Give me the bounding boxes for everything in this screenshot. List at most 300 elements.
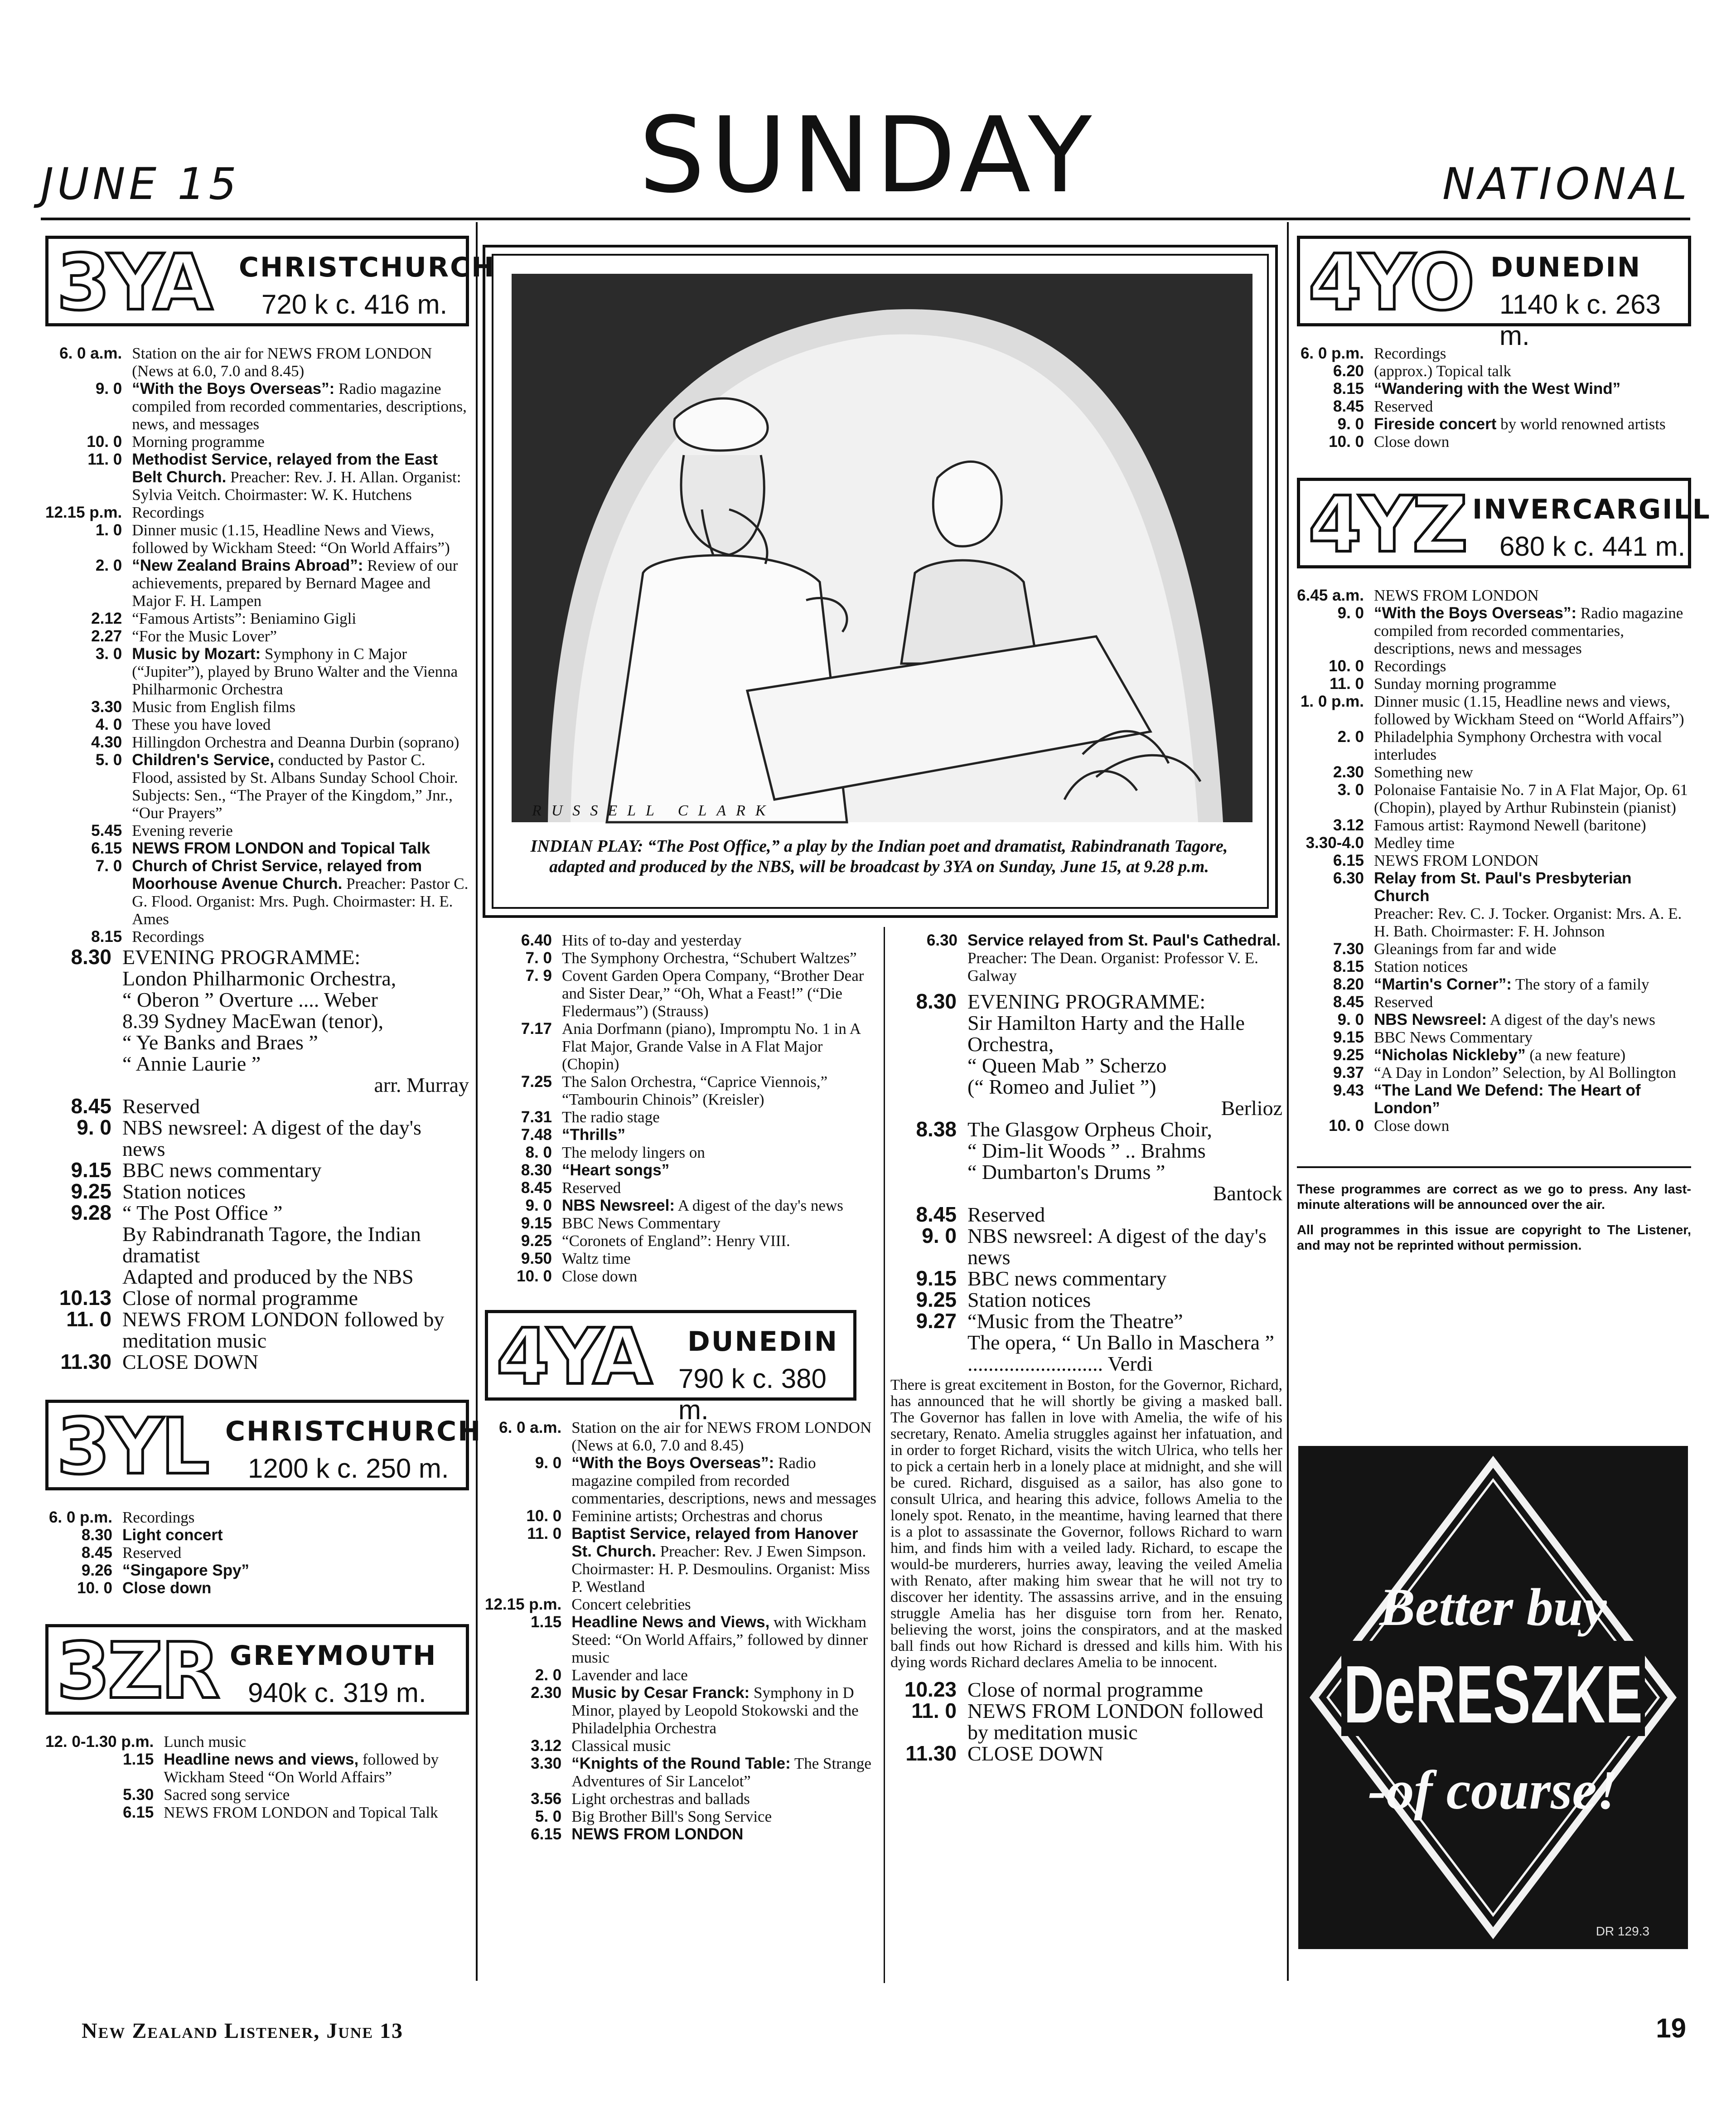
- programme-description: Reserved: [122, 1095, 200, 1118]
- publication-footer: New Zealand Listener, June 13: [82, 2019, 404, 2043]
- programme-row: [45, 521, 469, 557]
- programme-time: 5.30: [123, 1786, 154, 1804]
- programme-description: NEWS FROM LONDON: [1374, 852, 1539, 869]
- programme-description: “Famous Artists”: Beniamino Gigli: [132, 610, 357, 627]
- programme-row: [485, 1197, 879, 1214]
- programme-details: [1374, 604, 1691, 657]
- programme-title-bold: NBS Newsreel:: [1374, 1011, 1487, 1028]
- programme-time: 2. 0: [1337, 728, 1364, 746]
- programme-row: [890, 1700, 1282, 1743]
- schedule-3zr: [45, 1733, 469, 1821]
- programme-details: [562, 931, 879, 949]
- programme-row: [485, 1684, 879, 1737]
- programme-details: [132, 451, 469, 504]
- programme-time: 11. 0: [66, 1307, 111, 1331]
- programme-description: BBC news commentary: [122, 1159, 322, 1182]
- programme-row: [45, 380, 469, 433]
- programme-details: [1374, 398, 1691, 415]
- programme-title-bold: “With the Boys Overseas”:: [132, 380, 335, 398]
- column-rule-1: [476, 222, 478, 1981]
- programme-details: [967, 1310, 1282, 1374]
- programme-row: [45, 1159, 469, 1181]
- programme-time: 9.27: [916, 1309, 957, 1333]
- programme-time: 8.15: [91, 928, 122, 946]
- programme-time: 8.30: [71, 945, 111, 969]
- composer-credit: Bantock: [1213, 1182, 1282, 1205]
- programme-row: [45, 1351, 469, 1373]
- programme-description: Preacher: The Dean. Organist: Professor V. E. Galway: [967, 949, 1258, 985]
- programme-time: 1.15: [531, 1613, 562, 1631]
- programme-details: [132, 716, 469, 733]
- programme-time: 9.25: [71, 1179, 111, 1203]
- programme-time: 7.17: [521, 1020, 552, 1038]
- programme-time: 8.45: [1333, 993, 1364, 1011]
- programme-details: [1374, 1064, 1691, 1082]
- programme-details: [1374, 834, 1691, 852]
- schedule-4ya: [485, 1419, 879, 1843]
- programme-description: Feminine artists; Orchestras and chorus: [571, 1507, 823, 1525]
- column-rule-mid: [884, 927, 885, 1983]
- programme-description: Preacher: Pastor C. G. Flood. Organist: Mrs. Pugh. Choirmaster: H. E. Ames: [132, 875, 469, 928]
- programme-time: 3.12: [1333, 816, 1364, 834]
- programme-time: 9. 0: [95, 380, 122, 398]
- programme-description: Recordings: [132, 928, 204, 946]
- programme-row: [45, 839, 469, 857]
- programme-row: [485, 1179, 879, 1197]
- programme-description: These you have loved: [132, 716, 271, 733]
- programme-row: [485, 1666, 879, 1684]
- programme-details: [571, 1737, 879, 1755]
- programme-title-bold: Music by Mozart:: [132, 645, 261, 663]
- programme-description: Morning programme: [132, 433, 265, 451]
- programme-row: [1297, 1011, 1691, 1028]
- programme-time: 9.26: [81, 1562, 112, 1579]
- programme-description: Covent Garden Opera Company, “Brother Dear and Sister Dear,” “Oh, What a Feast!” (“Die Fledermaus”) (Strauss): [562, 967, 864, 1020]
- programme-description: Preacher: Rev. J Ewen Simpson. Choirmaster: H. P. Desmoulins. Organist: Miss P. Westland: [571, 1542, 870, 1596]
- column-3ya: [45, 236, 496, 1981]
- programme-description: Concert celebrities: [571, 1596, 691, 1613]
- programme-time: 9. 0: [1337, 604, 1364, 622]
- station-city: DUNEDIN: [687, 1326, 839, 1358]
- programme-row: [890, 991, 1282, 1119]
- programme-title-bold: Headline news and views,: [164, 1751, 359, 1768]
- programme-details: [1374, 763, 1691, 781]
- programme-description: NEWS FROM LONDON followed by meditation music: [967, 1699, 1263, 1744]
- programme-details: [132, 521, 469, 557]
- programme-row: [45, 645, 469, 698]
- programme-details: [562, 1214, 879, 1232]
- programme-description: The radio stage: [562, 1108, 660, 1126]
- programme-description: followed by Wickham Steed “On World Affairs”: [164, 1751, 439, 1786]
- illustration-inner-border: [492, 254, 1269, 909]
- advert-artwork: [1298, 1446, 1688, 1949]
- programme-details: [132, 433, 469, 451]
- programme-details: [562, 1161, 879, 1179]
- programme-title-bold: “Martin's Corner”:: [1374, 975, 1512, 993]
- programme-row: [485, 1214, 879, 1232]
- programme-time: 9.15: [1333, 1028, 1364, 1046]
- programme-row: [1297, 993, 1691, 1011]
- programme-description: Close down: [1374, 1117, 1450, 1135]
- programme-details: [1374, 869, 1691, 940]
- programme-time: 2.30: [531, 1684, 562, 1702]
- programme-title-bold: Fireside concert: [1374, 415, 1497, 433]
- programme-title-bold: “The Land We Defend: The Heart of London”: [1374, 1082, 1641, 1117]
- programme-details: [562, 1250, 879, 1267]
- evening-programme-3ya: [45, 946, 469, 1373]
- programme-time: 1.15: [123, 1751, 154, 1768]
- programme-time: 9. 0: [922, 1224, 957, 1247]
- artist-signature: RUSSELL CLARK: [532, 802, 776, 819]
- opera-synopsis: There is great excitement in Boston, for the Governor, Richard, has announced that he will shortly be giving a masked ball. The Governor has fallen in love with Amelia, the wife of his secretary, Renato. Amelia struggles against her infatuation, and in order to forget Richard, visits the witch Ulrica, who tells her to pick a certain herb in a lonely place at midnight, and she will be cured. Richard, disguised as a sailor, has also gone to consult Ulrica, and hearing this advice, follows Amelia to the lonely spot. Renato, in the meantime, having learned that there is a plot to assassinate the Governor, follows Richard to warn him, and finds him with a veiled lady. Richard, to escape the would-be murderers, hurries away, leaving the veiled Amelia with Renato, after making him swear that he will not try to discover her identity. The assassins arrive, and in the ensuing struggle Amelia has her disguise torn from her. Renato, believing the worst, joins the conspirators, and at the masked ball finds out how Richard is dressed and kills him. With his dying words Richard declares Amelia to be innocent.: [890, 1377, 1282, 1671]
- programme-description: Ania Dorfmann (piano), Impromptu No. 1 in A Flat Major, Grande Valse in A Flat Major (Chopin): [562, 1020, 861, 1073]
- programme-details: [1374, 1028, 1691, 1046]
- programme-details: [122, 1287, 469, 1309]
- programme-description: “Music from the Theatre” The opera, “ Un Ballo in Maschera ” .......................... Verdi: [967, 1310, 1274, 1375]
- programme-details: [571, 1454, 879, 1507]
- programme-details: [132, 557, 469, 610]
- column-3: [890, 931, 1282, 1981]
- programme-row: [1297, 1028, 1691, 1046]
- programme-details: [132, 698, 469, 716]
- programme-description: EVENING PROGRAMME: Sir Hamilton Harty and the Halle Orchestra, “ Queen Mab ” Scherzo (“ Romeo and Juliet ”): [967, 990, 1245, 1098]
- programme-description: “For the Music Lover”: [132, 627, 277, 645]
- programme-details: [122, 1544, 469, 1562]
- programme-time: 7. 0: [95, 857, 122, 875]
- programme-row: [1297, 940, 1691, 958]
- call-sign: 4YZ: [1308, 480, 1465, 570]
- programme-row: [485, 1020, 879, 1073]
- programme-details: [967, 1268, 1282, 1289]
- station-city: INVERCARGILL: [1472, 494, 1711, 525]
- station-logo-4yo: [1297, 236, 1691, 351]
- programme-description: Medley time: [1374, 834, 1455, 852]
- programme-time: 9.25: [1333, 1046, 1364, 1064]
- programme-description: Symphony in C Major (“Jupiter”), played by Bruno Walter and the Vienna Philharmonic Orchestra: [132, 645, 458, 698]
- programme-row: [1297, 1082, 1691, 1117]
- programme-description: The Glasgow Orpheus Choir, “ Dim-lit Woods ” .. Brahms “ Dumbarton's Drums ”: [967, 1118, 1212, 1183]
- programme-time: 3.30: [91, 698, 122, 716]
- programme-details: [571, 1825, 879, 1843]
- composer-credit: Berlioz: [1221, 1096, 1282, 1120]
- programme-description: Recordings: [1374, 657, 1446, 675]
- programme-time: 10. 0: [517, 1267, 552, 1285]
- programme-details: [562, 1126, 879, 1144]
- programme-time: 3.30-4.0: [1306, 834, 1364, 852]
- programme-description: Close of normal programme: [122, 1286, 358, 1310]
- programme-description: with Wickham Steed: “On World Affairs,” followed by dinner music: [571, 1613, 868, 1666]
- programme-details: [122, 1508, 469, 1526]
- programme-description: (approx.) Topical talk: [1374, 362, 1512, 380]
- programme-row: [1297, 657, 1691, 675]
- programme-notice: These programmes are correct as we go to press. Any last-minute alterations will be announced over the air.: [1297, 1182, 1691, 1212]
- programme-details: [571, 1596, 879, 1613]
- advert-line-1: Better buy: [1379, 1577, 1607, 1637]
- programme-row: [485, 1126, 879, 1144]
- programme-title-bold: NEWS FROM LONDON and Topical Talk: [132, 839, 430, 857]
- station-frequency: 720 k c. 416 m.: [261, 289, 448, 320]
- programme-details: [571, 1790, 879, 1808]
- programme-details: [562, 1232, 879, 1250]
- programme-time: 3.30: [531, 1755, 562, 1772]
- programme-description: The Strange Adventures of Sir Lancelot”: [571, 1755, 871, 1790]
- programme-details: [132, 928, 469, 946]
- programme-description: Light orchestras and ballads: [571, 1790, 750, 1808]
- programme-row: [45, 751, 469, 822]
- programme-row: [485, 1525, 879, 1596]
- programme-time: 6.15: [123, 1804, 154, 1821]
- evening-programme-4ya: [890, 991, 1282, 1374]
- programme-time: 6. 0 a.m.: [59, 344, 122, 362]
- programme-details: [1374, 993, 1691, 1011]
- programme-time: 8.30: [521, 1161, 552, 1179]
- programme-details: [1374, 362, 1691, 380]
- programme-row: [45, 716, 469, 733]
- schedule-4yz: [1297, 587, 1691, 1135]
- programme-details: [122, 1309, 469, 1351]
- schedule-3yl: [45, 1508, 469, 1597]
- programme-details: [122, 1579, 469, 1597]
- programme-title-bold: Service relayed from St. Paul's Cathedral.: [967, 931, 1281, 949]
- programme-title-bold: “Heart songs”: [562, 1161, 670, 1179]
- programme-row: [45, 557, 469, 610]
- programme-time: 1. 0: [95, 521, 122, 539]
- programme-details: [562, 1197, 879, 1214]
- programme-description: Preacher: Rev. C. J. Tocker. Organist: Mrs. A. E. H. Bath. Choirmaster: F. H. Johnson: [1374, 905, 1682, 940]
- programme-description: Sunday morning programme: [1374, 675, 1557, 693]
- copyright-notice: All programmes in this issue are copyright to The Listener, and may not be reprinted without permission.: [1297, 1223, 1691, 1253]
- programme-details: [1374, 1117, 1691, 1135]
- programme-time: 7. 9: [525, 967, 552, 985]
- programme-details: [1374, 380, 1691, 398]
- programme-details: [164, 1786, 469, 1804]
- programme-details: [967, 1289, 1282, 1310]
- programme-time: 9.15: [521, 1214, 552, 1232]
- programme-row: [485, 1808, 879, 1825]
- programme-description: BBC News Commentary: [1374, 1028, 1533, 1046]
- programme-time: 6. 0 p.m.: [48, 1508, 112, 1526]
- programme-details: [571, 1755, 879, 1790]
- programme-details: [1374, 587, 1691, 604]
- programme-row: [485, 1161, 879, 1179]
- programme-time: 7.48: [521, 1126, 552, 1144]
- header-rule: [41, 218, 1690, 220]
- programme-description: Close of normal programme: [967, 1678, 1203, 1701]
- programme-description: (a new feature): [1525, 1046, 1626, 1064]
- programme-description: Famous artist: Raymond Newell (baritone): [1374, 816, 1646, 834]
- programme-details: [132, 822, 469, 839]
- programme-time: 5. 0: [95, 751, 122, 769]
- programme-time: 10.23: [904, 1678, 957, 1701]
- programme-details: [122, 1202, 469, 1287]
- programme-row: [45, 928, 469, 946]
- programme-description: EVENING PROGRAMME: London Philharmonic Orchestra, “ Oberon ” Overture .... Weber 8.39 Sydney MacEwan (tenor), “ Ye Banks and Braes ” “ Annie Laurie ”: [122, 946, 397, 1075]
- programme-description: NEWS FROM LONDON: [1374, 587, 1539, 604]
- programme-row: [1297, 398, 1691, 415]
- programme-title-bold: Baptist Service, relayed from Hanover St. Church.: [571, 1525, 858, 1560]
- programme-row: [890, 1204, 1282, 1225]
- programme-time: 2.12: [91, 610, 122, 627]
- programme-time: 6.15: [1333, 852, 1364, 869]
- programme-row: [45, 1202, 469, 1287]
- programme-row: [485, 1596, 879, 1613]
- programme-title-bold: Children's Service,: [132, 751, 275, 769]
- programme-time: 7.30: [1333, 940, 1364, 958]
- programme-details: [132, 380, 469, 433]
- programme-time: 12.15 p.m.: [45, 504, 122, 521]
- programme-description: Close down: [1374, 433, 1450, 451]
- programme-description: Symphony in D Minor, played by Leopold Stokowski and the Philadelphia Orchestra: [571, 1684, 859, 1737]
- programme-details: [1374, 975, 1691, 993]
- programme-description: Recordings: [122, 1508, 195, 1526]
- programme-row: [890, 1119, 1282, 1204]
- programme-title-bold: Relay from St. Paul's Presbyterian Church: [1374, 869, 1632, 905]
- programme-row: [1297, 587, 1691, 604]
- programme-description: Station on the air for NEWS FROM LONDON (News at 6.0, 7.0 and 8.45): [132, 344, 432, 380]
- station-logo-3ya: [45, 236, 496, 328]
- programme-details: [164, 1804, 469, 1821]
- programme-time: 11.30: [905, 1741, 957, 1765]
- programme-row: [485, 1613, 879, 1666]
- programme-description: The melody lingers on: [562, 1144, 705, 1161]
- programme-description: Waltz time: [562, 1250, 631, 1267]
- programme-time: 10. 0: [1329, 657, 1364, 675]
- programme-time: 9.37: [1333, 1064, 1364, 1082]
- programme-description: Hillingdon Orchestra and Deanna Durbin (soprano): [132, 733, 459, 751]
- programme-details: [122, 1159, 469, 1181]
- schedule-4ya-continued: [890, 931, 1282, 985]
- programme-details: [571, 1666, 879, 1684]
- programme-description: The Symphony Orchestra, “Schubert Waltzes”: [562, 949, 857, 967]
- programme-time: 6.30: [1333, 869, 1364, 887]
- programme-details: [967, 991, 1282, 1119]
- programme-row: [485, 1454, 879, 1507]
- programme-details: [562, 1108, 879, 1126]
- programme-details: [1374, 1046, 1691, 1064]
- programme-row: [485, 1250, 879, 1267]
- programme-details: [122, 1562, 469, 1579]
- programme-row: [1297, 975, 1691, 993]
- programme-details: [967, 931, 1282, 985]
- programme-details: [571, 1613, 879, 1666]
- call-sign: 3ZR: [57, 1626, 218, 1716]
- programme-time: 9.28: [71, 1201, 111, 1224]
- programme-details: [122, 1096, 469, 1117]
- programme-time: 10. 0: [87, 433, 122, 451]
- programme-description: NBS newsreel: A digest of the day's news: [122, 1116, 421, 1160]
- programme-row: [45, 1804, 469, 1821]
- station-frequency: 680 k c. 441 m.: [1499, 531, 1686, 562]
- programme-details: [1374, 781, 1691, 816]
- programme-details: [132, 751, 469, 822]
- programme-details: [571, 1808, 879, 1825]
- programme-time: 8.45: [916, 1203, 957, 1226]
- programme-row: [45, 733, 469, 751]
- programme-description: Sacred song service: [164, 1786, 290, 1804]
- programme-title-bold: “Thrills”: [562, 1126, 626, 1144]
- programme-details: [122, 1181, 469, 1202]
- programme-title-bold: Headline News and Views,: [571, 1613, 770, 1631]
- programme-row: [1297, 781, 1691, 816]
- programme-time: 10. 0: [77, 1579, 112, 1597]
- programme-title-bold: “Wandering with the West Wind”: [1374, 380, 1621, 398]
- programme-row: [1297, 1064, 1691, 1082]
- programme-description: Reserved: [967, 1203, 1045, 1226]
- programme-details: [1374, 852, 1691, 869]
- station-logo-4ya: [485, 1310, 856, 1425]
- programme-time: 3. 0: [95, 645, 122, 663]
- closing-programme-4ya: [890, 1679, 1282, 1764]
- illustration-caption: INDIAN PLAY: “The Post Office,” a play by the Indian poet and dramatist, Rabindranath Tagore, adapted and produced by the NBS, will be broadcast by 3YA on Sunday, June 15, at 9.28 p.m.: [530, 837, 1228, 876]
- schedule-3ya-continued: [485, 931, 879, 1285]
- programme-details: [1374, 675, 1691, 693]
- programme-description: Evening reverie: [132, 822, 233, 839]
- programme-details: [562, 1020, 879, 1073]
- programme-title-bold: “With the Boys Overseas”:: [1374, 604, 1577, 622]
- programme-row: [45, 698, 469, 716]
- programme-row: [1297, 834, 1691, 852]
- programme-title-bold: “With the Boys Overseas”:: [571, 1454, 774, 1472]
- programme-row: [1297, 1046, 1691, 1064]
- programme-row: [1297, 1117, 1691, 1135]
- programme-description: “A Day in London” Selection, by Al Bollington: [1374, 1064, 1676, 1082]
- schedule-4yo: [1297, 344, 1691, 451]
- programme-row: [1297, 693, 1691, 728]
- programme-row: [45, 1562, 469, 1579]
- programme-time: 2.27: [91, 627, 122, 645]
- programme-row: [890, 1679, 1282, 1700]
- programme-time: 9.25: [916, 1288, 957, 1311]
- programme-row: [1297, 728, 1691, 763]
- programme-row: [890, 1289, 1282, 1310]
- programme-time: 9. 0: [525, 1197, 552, 1214]
- programme-row: [45, 610, 469, 627]
- programme-row: [890, 931, 1282, 985]
- programme-row: [45, 857, 469, 928]
- programme-time: 9. 0: [1337, 415, 1364, 433]
- programme-row: [485, 1073, 879, 1108]
- programme-row: [485, 1232, 879, 1250]
- call-sign: 3YL: [57, 1402, 207, 1492]
- advert-line-3: -of course!: [1368, 1760, 1619, 1821]
- page-number: 19: [1656, 2013, 1686, 2043]
- programme-details: [967, 1204, 1282, 1225]
- programme-description: Station notices: [1374, 958, 1468, 975]
- programme-row: [485, 1790, 879, 1808]
- programme-description: Classical music: [571, 1737, 671, 1755]
- page-title-day: SUNDAY: [638, 95, 1098, 216]
- programme-row: [1297, 380, 1691, 398]
- programme-title-bold: “Singapore Spy”: [122, 1562, 250, 1579]
- programme-row: [1297, 852, 1691, 869]
- programme-details: [1374, 940, 1691, 958]
- column-2: [485, 931, 879, 1981]
- programme-row: [485, 1737, 879, 1755]
- programme-details: [967, 1679, 1282, 1700]
- programme-row: [45, 433, 469, 451]
- programme-description: Radio magazine compiled from recorded commentaries, descriptions, news and messages: [571, 1454, 876, 1507]
- programme-row: [485, 1507, 879, 1525]
- programme-time: 9. 0: [535, 1454, 562, 1472]
- programme-row: [890, 1225, 1282, 1268]
- programme-time: 8.45: [521, 1179, 552, 1197]
- programme-time: 8.20: [1333, 975, 1364, 993]
- programme-title-bold: “New Zealand Brains Abroad”:: [132, 557, 363, 574]
- programme-time: 12.15 p.m.: [485, 1596, 562, 1613]
- dereszke-advertisement: [1298, 1446, 1688, 1949]
- programme-time: 8.30: [81, 1526, 112, 1544]
- programme-description: BBC News Commentary: [562, 1214, 721, 1232]
